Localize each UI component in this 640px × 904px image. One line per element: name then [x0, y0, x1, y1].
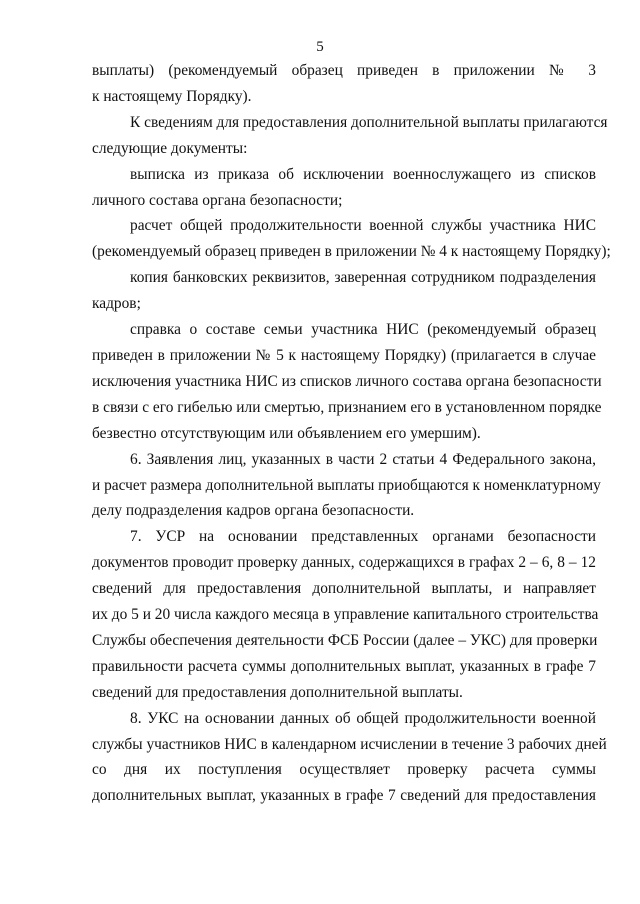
text-line: правильности расчета суммы дополнительных выплат, указанных в графе 7 — [92, 657, 596, 675]
text-line: 6. Заявления лиц, указанных в части 2 статьи 4 Федерального закона, — [130, 450, 596, 468]
text-line: сведений для предоставления дополнительной выплаты. — [92, 683, 463, 701]
text-line: К сведениям для предоставления дополнительной выплаты прилагаются — [130, 113, 608, 131]
text-line: со дня их поступления осуществляет проверку расчета суммы — [92, 761, 596, 779]
text-line: копия банковских реквизитов, заверенная сотрудником подразделения — [130, 269, 596, 287]
text-line: безвестно отсутствующим или объявлением его умершим). — [92, 424, 481, 442]
text-line: приведен в приложении № 5 к настоящему Порядку) (прилагается в случае — [92, 346, 596, 364]
text-line: кадров; — [92, 295, 141, 313]
page-number: 5 — [316, 39, 324, 55]
text-line: Службы обеспечения деятельности ФСБ России (далее – УКС) для проверки — [92, 631, 598, 649]
text-line: к настоящему Порядку). — [92, 87, 252, 105]
text-line: исключения участника НИС из списков личного состава органа безопасности — [92, 372, 602, 390]
text-line: делу подразделения кадров органа безопасности. — [92, 502, 415, 520]
text-line: в связи с его гибелью или смертью, признанием его в установленном порядке — [92, 398, 602, 416]
text-line: документов проводит проверку данных, содержащихся в графах 2 – 6, 8 – 12 — [92, 554, 596, 572]
text-line: справка о составе семьи участника НИС (рекомендуемый образец — [130, 321, 596, 339]
text-line: 8. УКС на основании данных об общей продолжительности военной — [130, 709, 596, 727]
text-line: (рекомендуемый образец приведен в приложении № 4 к настоящему Порядку); — [92, 243, 611, 261]
text-line: дополнительных выплат, указанных в графе 7 сведений для предоставления — [92, 787, 596, 805]
text-line: службы участников НИС в календарном исчислении в течение 3 рабочих дней — [92, 735, 607, 753]
text-line: 7. УСР на основании представленных органами безопасности — [130, 528, 596, 546]
text-line: их до 5 и 20 числа каждого месяца в управление капитального строительства — [92, 606, 599, 624]
text-line: расчет общей продолжительности военной службы участника НИС — [130, 217, 596, 235]
text-line: выписка из приказа об исключении военнослужащего из списков — [130, 165, 596, 183]
text-line: выплаты) (рекомендуемый образец приведен в приложении № 3 — [92, 62, 596, 79]
text-line: сведений для предоставления дополнительной выплаты, и направляет — [92, 580, 596, 598]
text-line: личного состава органа безопасности; — [92, 191, 343, 209]
text-line: и расчет размера дополнительной выплаты приобщаются к номенклатурному — [92, 476, 601, 494]
document-body — [92, 58, 611, 809]
text-line: следующие документы: — [92, 139, 248, 157]
